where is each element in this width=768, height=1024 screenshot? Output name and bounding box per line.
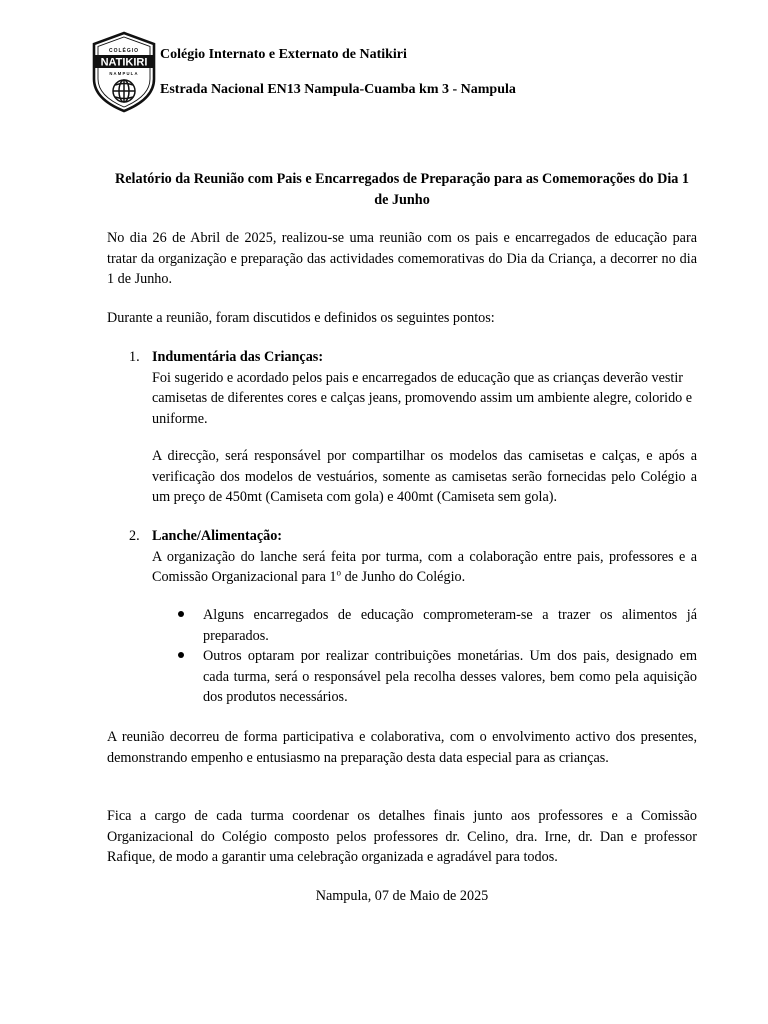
- bullet-item: Alguns encarregados de educação comprometeram-se a trazer os alimentos já preparados.: [203, 607, 697, 644]
- globe-icon: [113, 80, 135, 102]
- logo-name: NATIKIRI: [100, 56, 148, 69]
- list-item-heading: Lanche/Alimentação:: [152, 528, 283, 544]
- ordinal-superscript: o: [336, 567, 342, 578]
- list-item-2-content: [152, 526, 697, 588]
- list-item-heading: Indumentária das Crianças:: [152, 349, 324, 365]
- list-item-text-end: de Junho do Colégio.: [341, 569, 466, 585]
- list-item-1-content: [152, 347, 697, 429]
- school-name: Colégio Internato e Externato de Natikiri: [160, 47, 407, 62]
- list-number: 2.: [129, 528, 140, 544]
- logo-bottom-text: NAMPULA: [109, 71, 139, 76]
- bullet-icon: [178, 611, 184, 617]
- bullet-item: Outros optaram por realizar contribuições monetárias. Um dos pais, designado em cada turma, será o responsável pela recolha desses valores, bem como pela aquisição dos produtos necessários.: [203, 648, 697, 705]
- signature-date: Nampula, 07 de Maio de 2025: [315, 888, 489, 904]
- closing-paragraph-2: Fica a cargo de cada turma coordenar os detalhes finais junto aos professores e a Comissão Organizacional do Colégio composto pelos professores dr. Celino, dra. Irne, dr. Dan e professor Rafique, de modo a garantir uma celebração organizada e agradável para todos.: [107, 808, 697, 865]
- list-item-text: A organização do lanche será feita por turma, com a colaboração entre pais, professores e a Comissão Organizacional para 1: [152, 548, 697, 585]
- closing-paragraph-1: A reunião decorreu de forma participativa e colaborativa, com o envolvimento activo dos presentes, demonstrando empenho e entusiasmo na preparação desta data especial para as crianças.: [107, 729, 697, 766]
- list-number: 1.: [129, 349, 140, 365]
- school-logo: [91, 31, 157, 113]
- bullet-icon: [178, 652, 184, 658]
- logo-top-text: COLÉGIO: [108, 48, 140, 54]
- report-title: Relatório da Reunião com Pais e Encarregados de Preparação para as Comemorações do Dia 1 de Junho: [115, 171, 689, 208]
- school-address: Estrada Nacional EN13 Nampula-Cuamba km 3 - Nampula: [160, 82, 516, 97]
- list-item-text-2: A direcção, será responsável por compartilhar os modelos das camisetas e calças, e após a verificação dos modelos de vestuários, somente as camisetas serão fornecidas pelo Colégio a um preço de 450mt (Camiseta com gola) e 400mt (Camiseta sem gola).: [152, 448, 697, 505]
- list-item-text: Foi sugerido e acordado pelos pais e encarregados de educação que as crianças deverão vestir camisetas de diferentes cores e calças jeans, promovendo assim um ambiente alegre, colorido e uniforme.: [152, 369, 693, 427]
- points-intro: Durante a reunião, foram discutidos e definidos os seguintes pontos:: [107, 310, 495, 326]
- intro-paragraph: No dia 26 de Abril de 2025, realizou-se uma reunião com os pais e encarregados de educação para tratar da organização e preparação das actividades comemorativas do Dia da Criança, a decorrer no dia 1 de Junho.: [107, 230, 697, 287]
